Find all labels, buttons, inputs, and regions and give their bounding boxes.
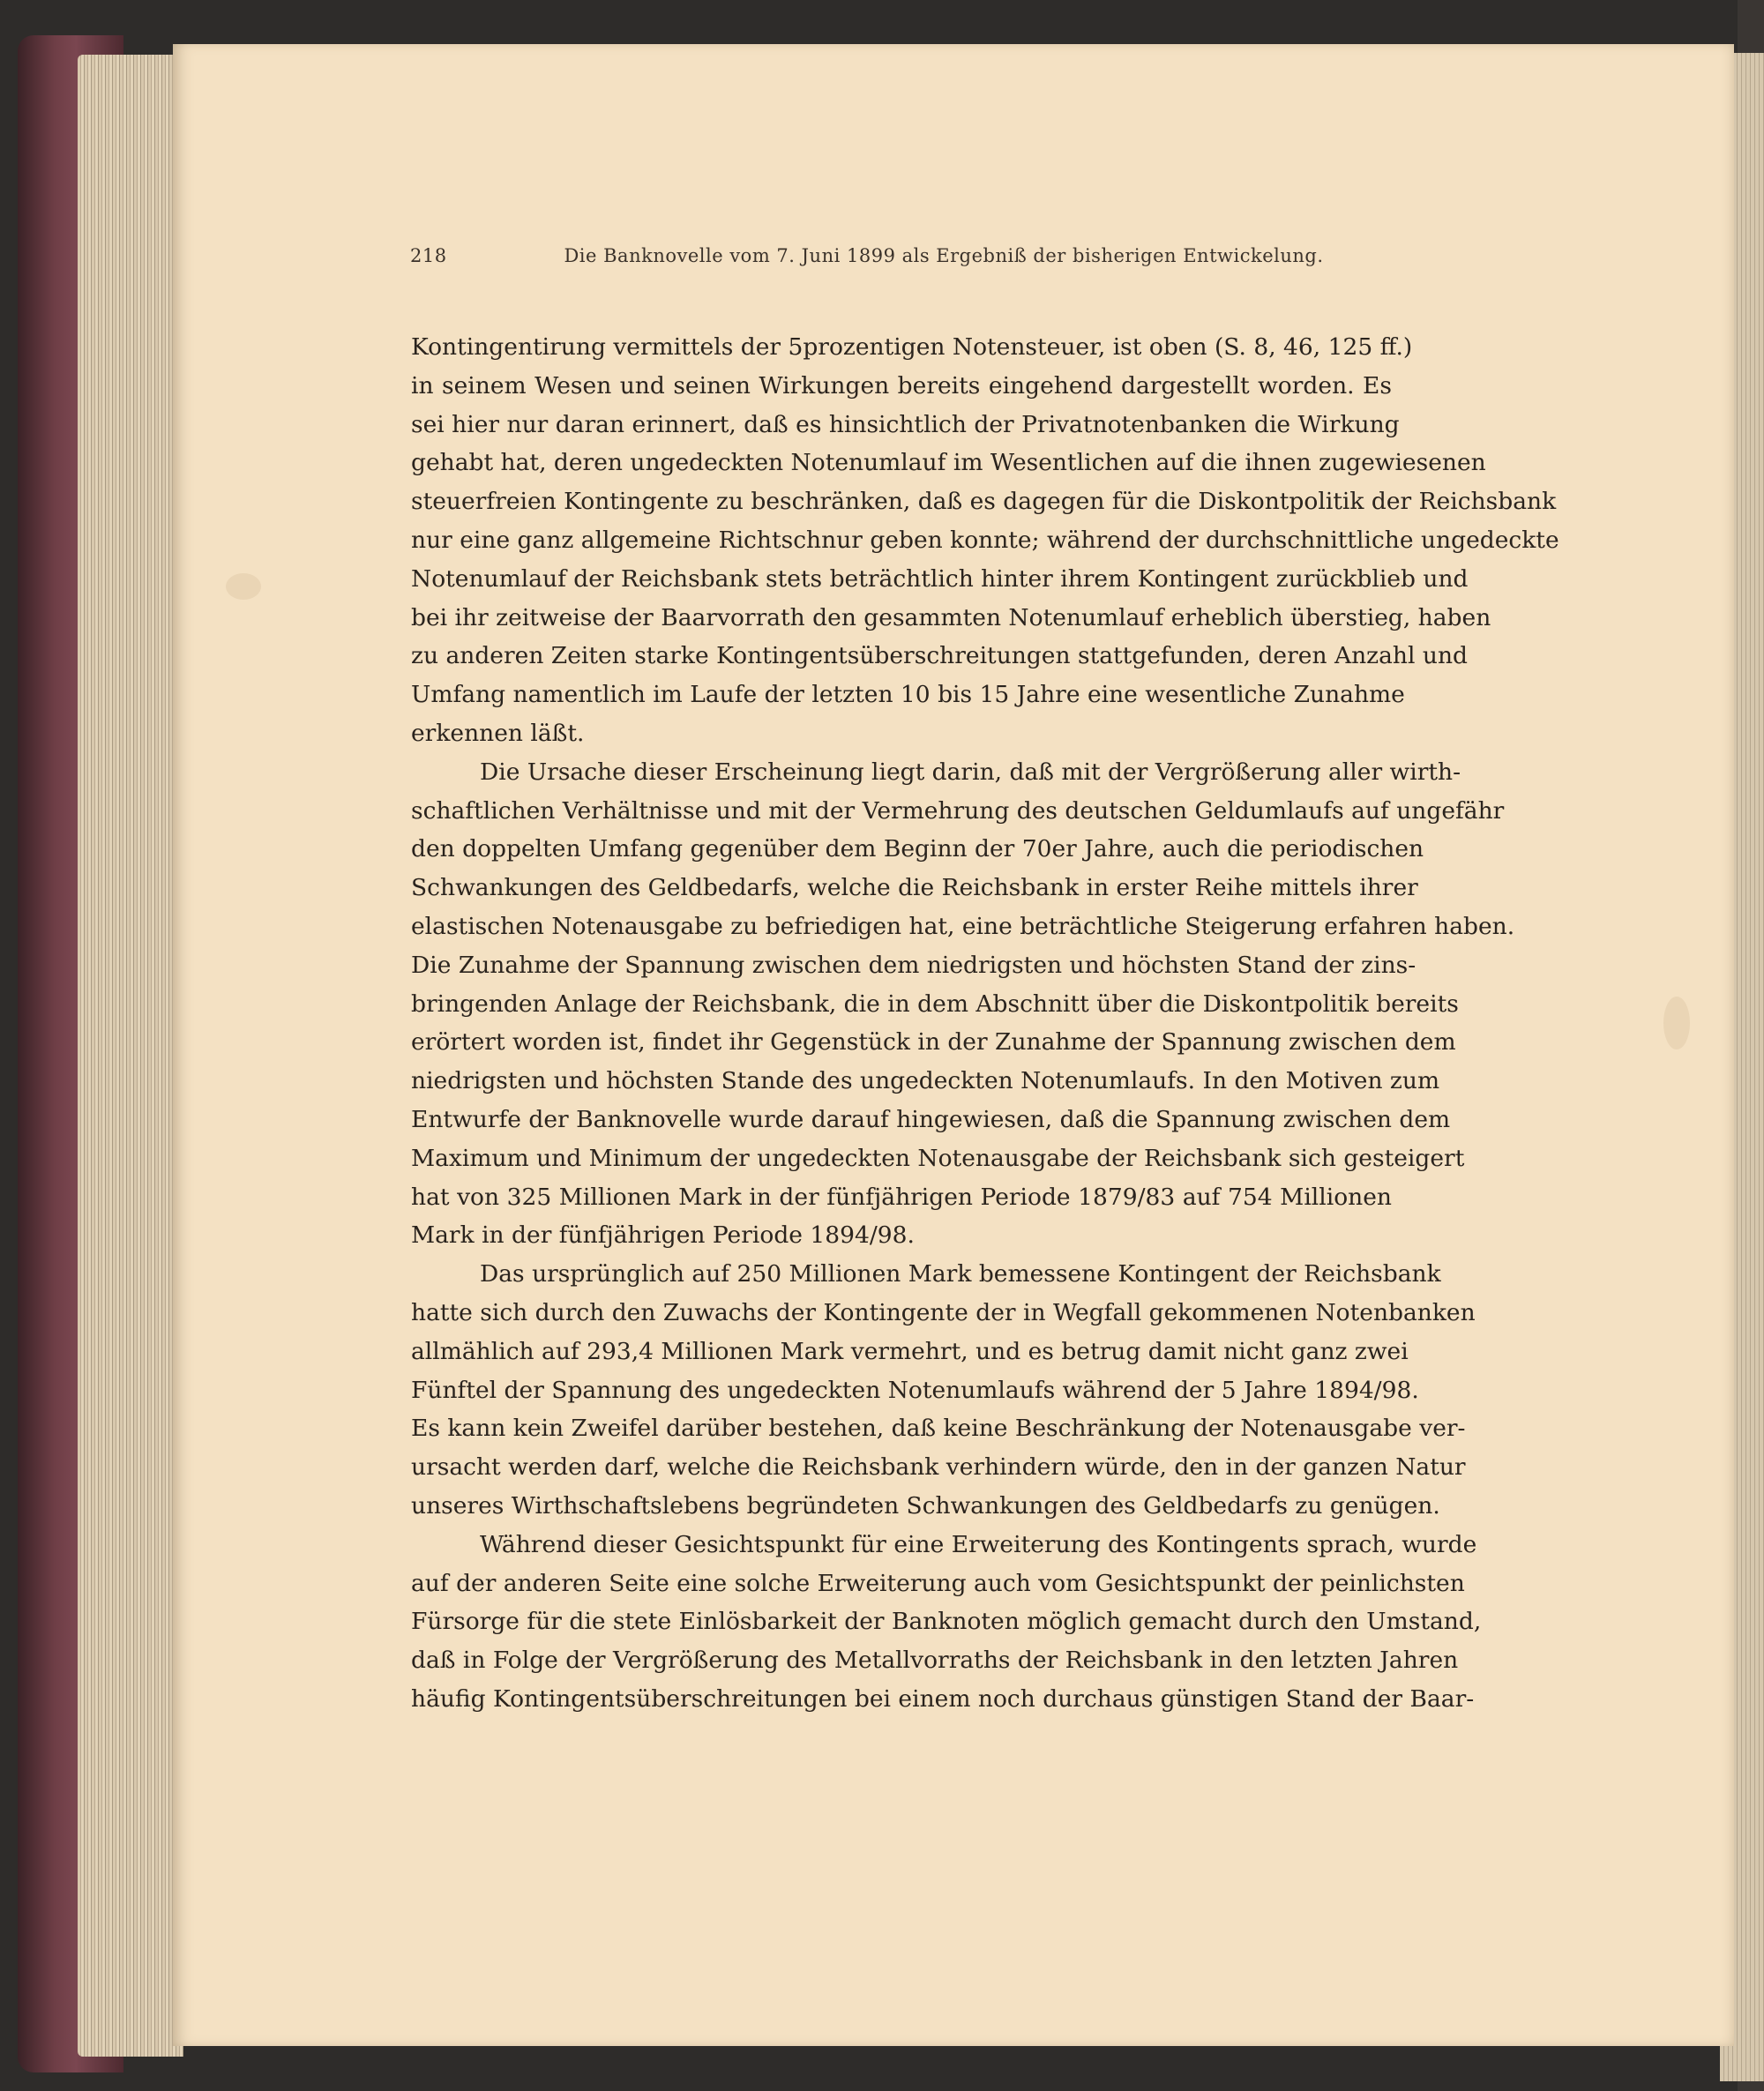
running-head-title: Die Banknovelle vom 7. Juni 1899 als Ergebniß der bisherigen Entwickelung. [564,245,1324,266]
text-line: Fünftel der Spannung des ungedeckten Notenumlaufs während der 5 Jahre 1894/98. [411,1376,1419,1404]
text-line: Während dieser Gesichtspunkt für eine Erweiterung des Kontingents sprach, wurde [480,1530,1477,1558]
text-line: gehabt hat, deren ungedeckten Notenumlauf im Wesentlichen auf die ihnen zugewiesenen [411,449,1486,477]
text-line: steuerfreien Kontingente zu beschränken, daß es dagegen für die Diskontpolitik der Reichsbank [411,488,1557,516]
text-line: Fürsorge für die stete Einlösbarkeit der Banknoten möglich gemacht durch den Umstand, [411,1608,1482,1636]
paper-stain [226,573,261,600]
text-line: Mark in der fünfjährigen Periode 1894/98. [411,1221,915,1250]
text-line: erörtert worden ist, findet ihr Gegenstück in der Zunahme der Spannung zwischen dem [411,1028,1456,1057]
text-line: auf der anderen Seite eine solche Erweiterung auch vom Gesichtspunkt der peinlichsten [411,1569,1465,1597]
text-line: elastischen Notenausgabe zu befriedigen hat, eine beträchtliche Steigerung erfahren haben. [411,912,1515,940]
paragraph [411,1255,1476,1526]
body-text [411,328,1559,1719]
text-line: allmählich auf 293,4 Millionen Mark vermehrt, und es betrug damit nicht ganz zwei [411,1337,1409,1365]
text-line: in seinem Wesen und seinen Wirkungen bereits eingehend dargestellt worden. Es [411,371,1392,400]
paragraph [411,328,1559,753]
page-number: 218 [410,245,447,266]
text-line: zu anderen Zeiten starke Kontingentsüberschreitungen stattgefunden, deren Anzahl und [411,642,1468,670]
paragraph [411,753,1515,1255]
text-line: sei hier nur daran erinnert, daß es hinsichtlich der Privatnotenbanken die Wirkung [411,410,1400,438]
text-line: häufig Kontingentsüberschreitungen bei einem noch durchaus günstigen Stand der Baar- [411,1684,1475,1713]
page-edges-left [78,55,183,2057]
paper-stain [1663,997,1690,1049]
text-line: Die Zunahme der Spannung zwischen dem niedrigsten und höchsten Stand der zins- [411,951,1416,979]
text-line: schaftlichen Verhältnisse und mit der Vermehrung des deutschen Geldumlaufs auf ungefähr [411,796,1505,825]
text-line: Umfang namentlich im Laufe der letzten 10 bis 15 Jahre eine wesentliche Zunahme [411,681,1405,709]
text-line: Entwurfe der Banknovelle wurde darauf hingewiesen, daß die Spannung zwischen dem [411,1105,1451,1133]
text-line: hatte sich durch den Zuwachs der Kontingente der in Wegfall gekommenen Notenbanken [411,1298,1476,1326]
text-line: den doppelten Umfang gegenüber dem Beginn der 70er Jahre, auch die periodischen [411,835,1424,863]
paragraph [411,1526,1482,1719]
text-line: Kontingentirung vermittels der 5prozentigen Notensteuer, ist oben (S. 8, 46, 125 ff.) [411,333,1413,361]
text-line: bei ihr zeitweise der Baarvorrath den gesammten Notenumlauf erheblich überstieg, haben [411,603,1491,631]
text-line: hat von 325 Millionen Mark in der fünfjährigen Periode 1879/83 auf 754 Millionen [411,1183,1392,1211]
text-line: ursacht werden darf, welche die Reichsbank verhindern würde, den in der ganzen Natur [411,1453,1466,1482]
text-line: Es kann kein Zweifel darüber bestehen, daß keine Beschränkung der Notenausgabe ver- [411,1415,1466,1443]
text-line: unseres Wirthschaftslebens begründeten Schwankungen des Geldbedarfs zu genügen. [411,1491,1440,1520]
text-line: Notenumlauf der Reichsbank stets beträchtlich hinter ihrem Kontingent zurückblieb und [411,564,1469,593]
text-line: daß in Folge der Vergrößerung des Metallvorraths der Reichsbank in den letzten Jahren [411,1647,1459,1675]
text-line: bringenden Anlage der Reichsbank, die in dem Abschnitt über die Diskontpolitik bereits [411,989,1459,1018]
text-line: erkennen läßt. [411,719,585,747]
text-line: Das ursprünglich auf 250 Millionen Mark bemessene Kontingent der Reichsbank [480,1260,1441,1288]
running-head [410,238,1394,273]
text-line: nur eine ganz allgemeine Richtschnur geben konnte; während der durchschnittliche ungedeckte [411,526,1559,554]
text-line: Maximum und Minimum der ungedeckten Notenausgabe der Reichsbank sich gesteigert [411,1144,1465,1172]
text-line: Schwankungen des Geldbedarfs, welche die Reichsbank in erster Reihe mittels ihrer [411,874,1418,902]
text-line: Die Ursache dieser Erscheinung liegt darin, daß mit der Vergrößerung aller wirth- [480,758,1461,786]
text-line: niedrigsten und höchsten Stande des ungedeckten Notenumlaufs. In den Motiven zum [411,1067,1440,1095]
